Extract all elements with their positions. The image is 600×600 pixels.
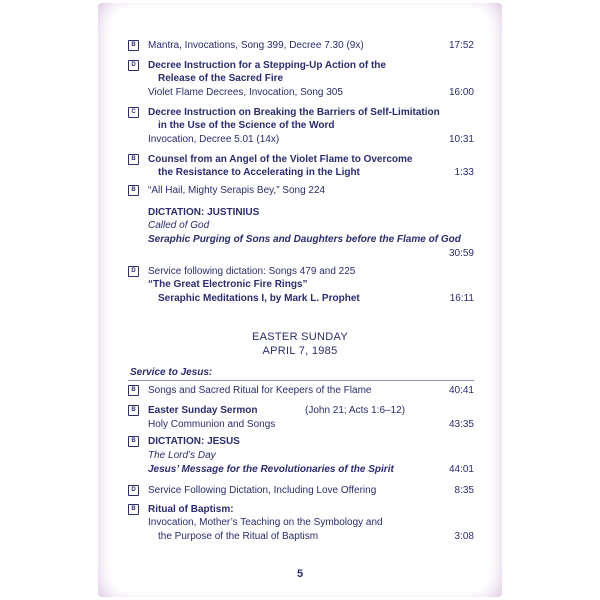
dictation-title: DICTATION: JESUS bbox=[148, 436, 240, 447]
entry-detail: “The Great Electronic Fire Rings” bbox=[148, 279, 308, 290]
entry-title: Easter Sunday Sermon bbox=[148, 405, 258, 416]
entry-title: “All Hail, Mighty Serapis Bey,” Song 224 bbox=[148, 185, 326, 196]
entry-reference: (John 21; Acts 1:6–12) bbox=[305, 405, 406, 416]
entry-duration: 44:01 bbox=[448, 464, 474, 475]
dictation-detail: Jesus’ Message for the Revolutionaries of the Spirit bbox=[148, 464, 394, 475]
entry-detail: Invocation, Mother’s Teaching on the Symbology and bbox=[148, 517, 383, 528]
list-item bbox=[128, 484, 474, 498]
entry-title: Counsel from an Angel of the Violet Flame to Overcome bbox=[148, 154, 413, 165]
entry-title: Decree Instruction for a Stepping-Up Action of the bbox=[148, 60, 386, 71]
list-item bbox=[128, 153, 474, 181]
tape-icon: C bbox=[128, 107, 139, 118]
entry-duration: 43:35 bbox=[448, 419, 474, 430]
entry-detail: the Purpose of the Ritual of Baptism bbox=[158, 531, 319, 542]
tape-icon: D bbox=[128, 485, 139, 496]
tape-icon: B bbox=[128, 185, 139, 196]
dictation-subtitle: The Lord’s Day bbox=[148, 450, 216, 461]
list-item bbox=[128, 384, 474, 398]
entry-duration: 16:11 bbox=[449, 293, 474, 304]
tape-icon: B bbox=[128, 436, 139, 447]
entry-title: Decree Instruction on Breaking the Barriers of Self-Limitation bbox=[148, 107, 440, 118]
entry-title: Songs and Sacred Ritual for Keepers of the Flame bbox=[148, 385, 372, 396]
entry-detail: Violet Flame Decrees, Invocation, Song 305 bbox=[148, 87, 343, 98]
tape-icon: B bbox=[128, 385, 139, 396]
tape-icon: B bbox=[128, 40, 139, 51]
entry-title: Service Following Dictation, Including Love Offering bbox=[148, 485, 377, 496]
list-item bbox=[128, 503, 474, 545]
tape-icon: B bbox=[128, 405, 139, 416]
list-item bbox=[128, 39, 474, 53]
entry-title-continued: the Resistance to Accelerating in the Light bbox=[158, 167, 360, 178]
tape-icon: D bbox=[128, 60, 139, 71]
tape-icon: B bbox=[128, 504, 139, 515]
list-item bbox=[128, 206, 474, 258]
date-heading: EASTER SUNDAY bbox=[252, 331, 348, 343]
entry-title: Service following dictation: Songs 479 and 225 bbox=[148, 266, 356, 277]
entry-title: Ritual of Baptism: bbox=[148, 504, 234, 515]
entry-duration: 3:08 bbox=[454, 531, 474, 542]
entry-duration: 40:41 bbox=[448, 385, 474, 396]
entry-duration: 10:31 bbox=[448, 134, 474, 145]
tape-icon: D bbox=[128, 266, 139, 277]
list-item bbox=[128, 435, 474, 477]
entry-duration: 1:33 bbox=[454, 167, 474, 178]
section-label: Service to Jesus: bbox=[130, 367, 213, 378]
entry-detail: Invocation, Decree 5.01 (14x) bbox=[148, 134, 280, 145]
list-item bbox=[128, 265, 474, 307]
list-item bbox=[128, 106, 474, 148]
tape-icon: B bbox=[128, 154, 139, 165]
entry-duration: 16:00 bbox=[448, 87, 474, 98]
entry-title: Mantra, Invocations, Song 399, Decree 7.30 (9x) bbox=[148, 40, 364, 51]
date-subheading: APRIL 7, 1985 bbox=[262, 345, 338, 357]
entry-detail: Seraphic Meditations I, by Mark L. Prophet bbox=[158, 293, 360, 304]
list-item bbox=[128, 404, 474, 432]
dictation-title: DICTATION: JUSTINIUS bbox=[148, 207, 260, 218]
dictation-detail: Seraphic Purging of Sons and Daughters before the Flame of God bbox=[148, 234, 461, 245]
list-item bbox=[128, 59, 474, 101]
entry-duration: 8:35 bbox=[454, 485, 474, 496]
entry-title-continued: Release of the Sacred Fire bbox=[158, 73, 284, 84]
entry-duration: 17:52 bbox=[448, 40, 474, 51]
page-number: 5 bbox=[296, 568, 304, 580]
list-item bbox=[128, 184, 474, 198]
divider bbox=[128, 380, 474, 381]
dictation-subtitle: Called of God bbox=[148, 220, 210, 231]
entry-duration: 30:59 bbox=[448, 248, 474, 259]
entry-detail: Holy Communion and Songs bbox=[148, 419, 276, 430]
entry-title-continued: in the Use of the Science of the Word bbox=[158, 120, 335, 131]
